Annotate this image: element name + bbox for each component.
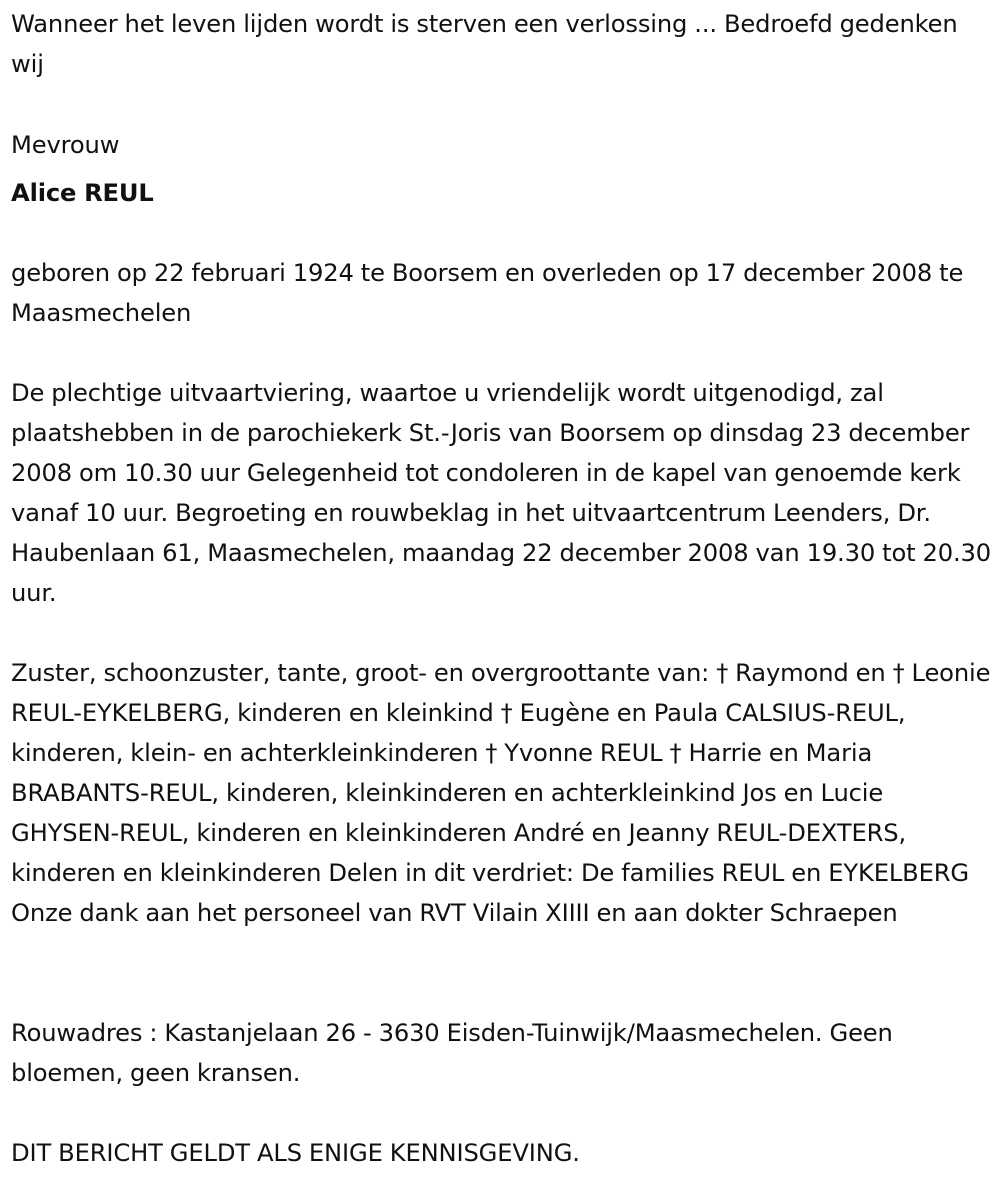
intro-text: Wanneer het leven lijden wordt is sterven een verlossing ... Bedroefd gedenken wij (11, 10, 958, 78)
birth-death-text: geboren op 22 februari 1924 te Boorsem en overleden op 17 december 2008 te Maasmechelen (11, 259, 964, 327)
funeral-details: De plechtige uitvaartviering, waartoe u vriendelijk wordt uitgenodigd, zal plaatshebben in de parochiekerk St.-Joris van Boorsem op dinsdag 23 december 2008 om 10.30 uur Gelegenheid tot condoleren in de kapel van genoemde kerk vanaf 10 uur. Begroeting en rouwbeklag in het uitvaartcentrum Leenders, Dr. Haubenlaan 61, Maasmechelen, maandag 22 december 2008 van 19.30 tot 20.30 uur. (11, 379, 991, 607)
family-list: Zuster, schoonzuster, tante, groot- en overgroottante van: † Raymond en † Leonie REUL-EYKELBERG, kinderen en kleinkind † Eugène en Paula CALSIUS-REUL, kinderen, klein- en achterkleinkinderen † Yvonne REUL † Harrie en Maria BRABANTS-REUL, kinderen, kleinkinderen en achterkleinkind Jos en Lucie GHYSEN-REUL, kinderen en kleinkinderen André en Jeanny REUL-DEXTERS, kinderen en kleinkinderen Delen in dit verdriet: De families REUL en EYKELBERG Onze dank aan het personeel van RVT Vilain XIIII en aan dokter Schraepen (11, 659, 991, 927)
mourning-address: Rouwadres : Kastanjelaan 26 - 3630 Eisden-Tuinwijk/Maasmechelen. Geen bloemen, geen kransen. (11, 1019, 893, 1087)
honorific-title: Mevrouw (11, 131, 120, 159)
deceased-name: Alice REUL (11, 179, 154, 207)
notice-statement: DIT BERICHT GELDT ALS ENIGE KENNISGEVING. (11, 1139, 580, 1167)
